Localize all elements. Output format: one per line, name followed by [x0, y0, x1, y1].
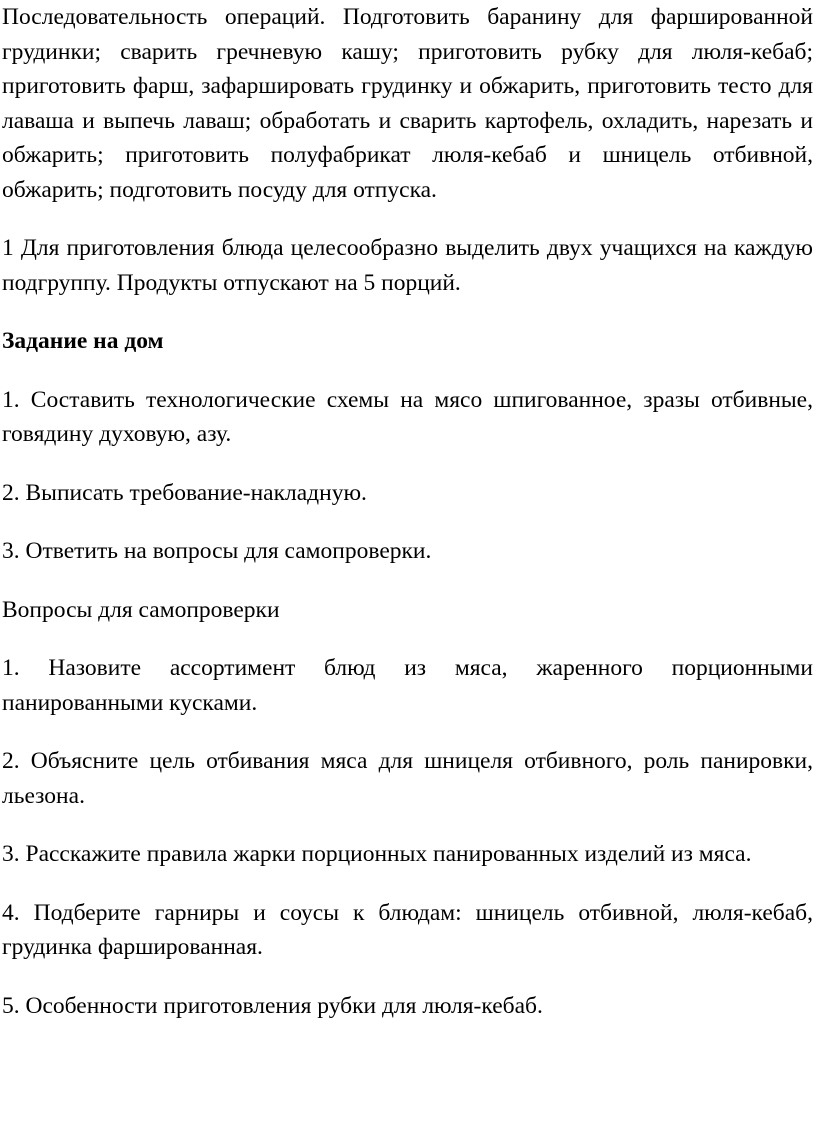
paragraph-operations-sequence: Последовательность операций. Подготовить баранину для фаршированной грудинки; сварить гречневую кашу; приготовить рубку для люля-кебаб; приготовить фарш, зафаршировать грудинку и обжарить, приготовить тесто для лаваша и выпечь лаваш; обработать и сварить картофель, охладить, нарезать и обжарить; приготовить полуфабрикат люля-кебаб и шницель отбивной, обжарить; подготовить посуду для отпуска.: [2, 4, 813, 203]
question-item-5: 5. Особенности приготовления рубки для люля-кебаб.: [2, 992, 543, 1019]
questions-heading: Вопросы для самопроверки: [2, 596, 280, 623]
question-item-1: 1. Назовите ассортимент блюд из мяса, жаренного порционными панированными кусками.: [2, 655, 813, 716]
question-item-3: 3. Расскажите правила жарки порционных панированных изделий из мяса.: [2, 841, 752, 867]
homework-heading: Задание на дом: [2, 328, 164, 354]
homework-item-2: 2. Выписать требование-накладную.: [2, 479, 367, 506]
question-item-2: 2. Объясните цель отбивания мяса для шницеля отбивного, роль панировки, льезона.: [2, 748, 813, 809]
paragraph-note: 1 Для приготовления блюда целесообразно выделить двух учащихся на каждую подгруппу. Продукты отпускают на 5 порций.: [2, 235, 813, 296]
homework-item-3: 3. Ответить на вопросы для самопроверки.: [2, 538, 432, 564]
homework-item-1: 1. Составить технологические схемы на мясо шпигованное, зразы отбивные, говядину духовую, азу.: [2, 386, 813, 447]
question-item-4: 4. Подберите гарниры и соусы к блюдам: шницель отбивной, люля-кебаб, грудинка фаршированная.: [2, 899, 813, 960]
